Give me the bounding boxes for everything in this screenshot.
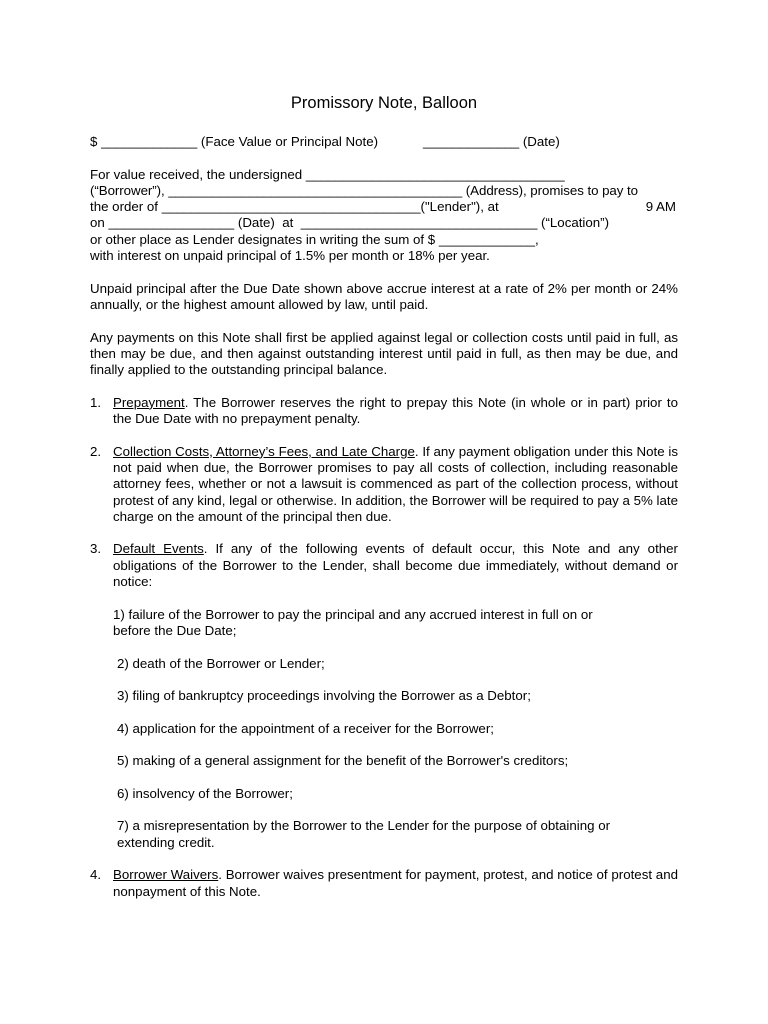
section-number: 4.: [90, 867, 102, 883]
intro-line-1: For value received, the undersigned ___________________________________: [90, 166, 565, 182]
face-value-label: $ _____________ (Face Value or Principal Note): [90, 134, 379, 149]
section-number: 1.: [90, 394, 102, 410]
default-event-item: 6) insolvency of the Borrower;: [117, 785, 293, 801]
section-text: . Borrower waives presentment for payment, protest, and notice of protest and nonpayment of this Note.: [113, 867, 678, 899]
section-default-events: [90, 541, 678, 590]
default-event-item: 7) a misrepresentation by the Borrower to the Lender for the purpose of obtaining or extending credit.: [117, 818, 611, 850]
intro-line-2: (“Borrower”), ________________________________________ (Address), promises to pay to: [90, 182, 639, 198]
section-collection-costs: [90, 444, 678, 525]
payments-paragraph: Any payments on this Note shall first be applied against legal or collection costs until paid in full, as then may be due, and then against outstanding interest until paid in full, as then may be due, and finally applied to the outstanding principal balance.: [90, 329, 678, 378]
default-event-item: 5) making of a general assignment for the benefit of the Borrower's creditors;: [117, 753, 569, 769]
default-event-item: 2) death of the Borrower or Lender;: [117, 655, 325, 671]
section-prepayment: [90, 395, 678, 428]
default-event-item: 4) application for the appointment of a receiver for the Borrower;: [117, 720, 494, 736]
document-page: [90, 90, 678, 916]
default-event-item: 1) failure of the Borrower to pay the principal and any accrued interest in full on or before the Due Date;: [113, 606, 593, 638]
intro-line-4: on _________________ (Date) at ________________________________ (“Location”): [90, 215, 610, 231]
section-text: . If any of the following events of default occur, this Note and any other obligations of the Borrower to the Lender, shall become due immediately, without demand or notice:: [113, 541, 678, 590]
intro-line-5: or other place as Lender designates in writing the sum of $ _____________,: [90, 231, 539, 247]
section-heading: Default Events: [113, 541, 204, 557]
section-borrower-waivers: [90, 867, 678, 900]
intro-line-3-left: the order of ___________________________________("Lender"), at: [90, 199, 499, 215]
intro-line-3-right: 9 AM: [645, 199, 676, 215]
section-heading: Collection Costs, Attorney’s Fees, and Late Charge: [113, 443, 415, 459]
section-text: . If any payment obligation under this Note is not paid when due, the Borrower promises to pay all costs of collection, including reasonable attorney fees, whether or not a lawsuit is commenced as part of the collection process, without protest of any kind, legal or otherwise. In addition, the Borrower will be required to pay a 5% late charge on the amount of the principal then due.: [113, 443, 678, 524]
section-heading: Prepayment: [113, 394, 185, 410]
section-heading: Borrower Waivers: [113, 867, 219, 883]
document-title: Promissory Note, Balloon: [290, 94, 478, 112]
intro-line-6: with interest on unpaid principal of 1.5% per month or 18% per year.: [90, 248, 490, 264]
section-number: 2.: [90, 443, 102, 459]
default-event-item: 3) filing of bankruptcy proceedings involving the Borrower as a Debtor;: [117, 688, 531, 704]
face-value-line: [90, 134, 678, 150]
intro-block: [90, 167, 678, 265]
date-label: _____________ (Date): [423, 134, 560, 149]
unpaid-principal-paragraph: Unpaid principal after the Due Date shown above accrue interest at a rate of 2% per month or 24% annually, or the highest amount allowed by law, until paid.: [90, 280, 678, 312]
intro-line-3: [90, 199, 678, 215]
section-number: 3.: [90, 541, 102, 557]
section-text: . The Borrower reserves the right to prepay this Note (in whole or in part) prior to the Due Date with no prepayment penalty.: [113, 394, 678, 427]
